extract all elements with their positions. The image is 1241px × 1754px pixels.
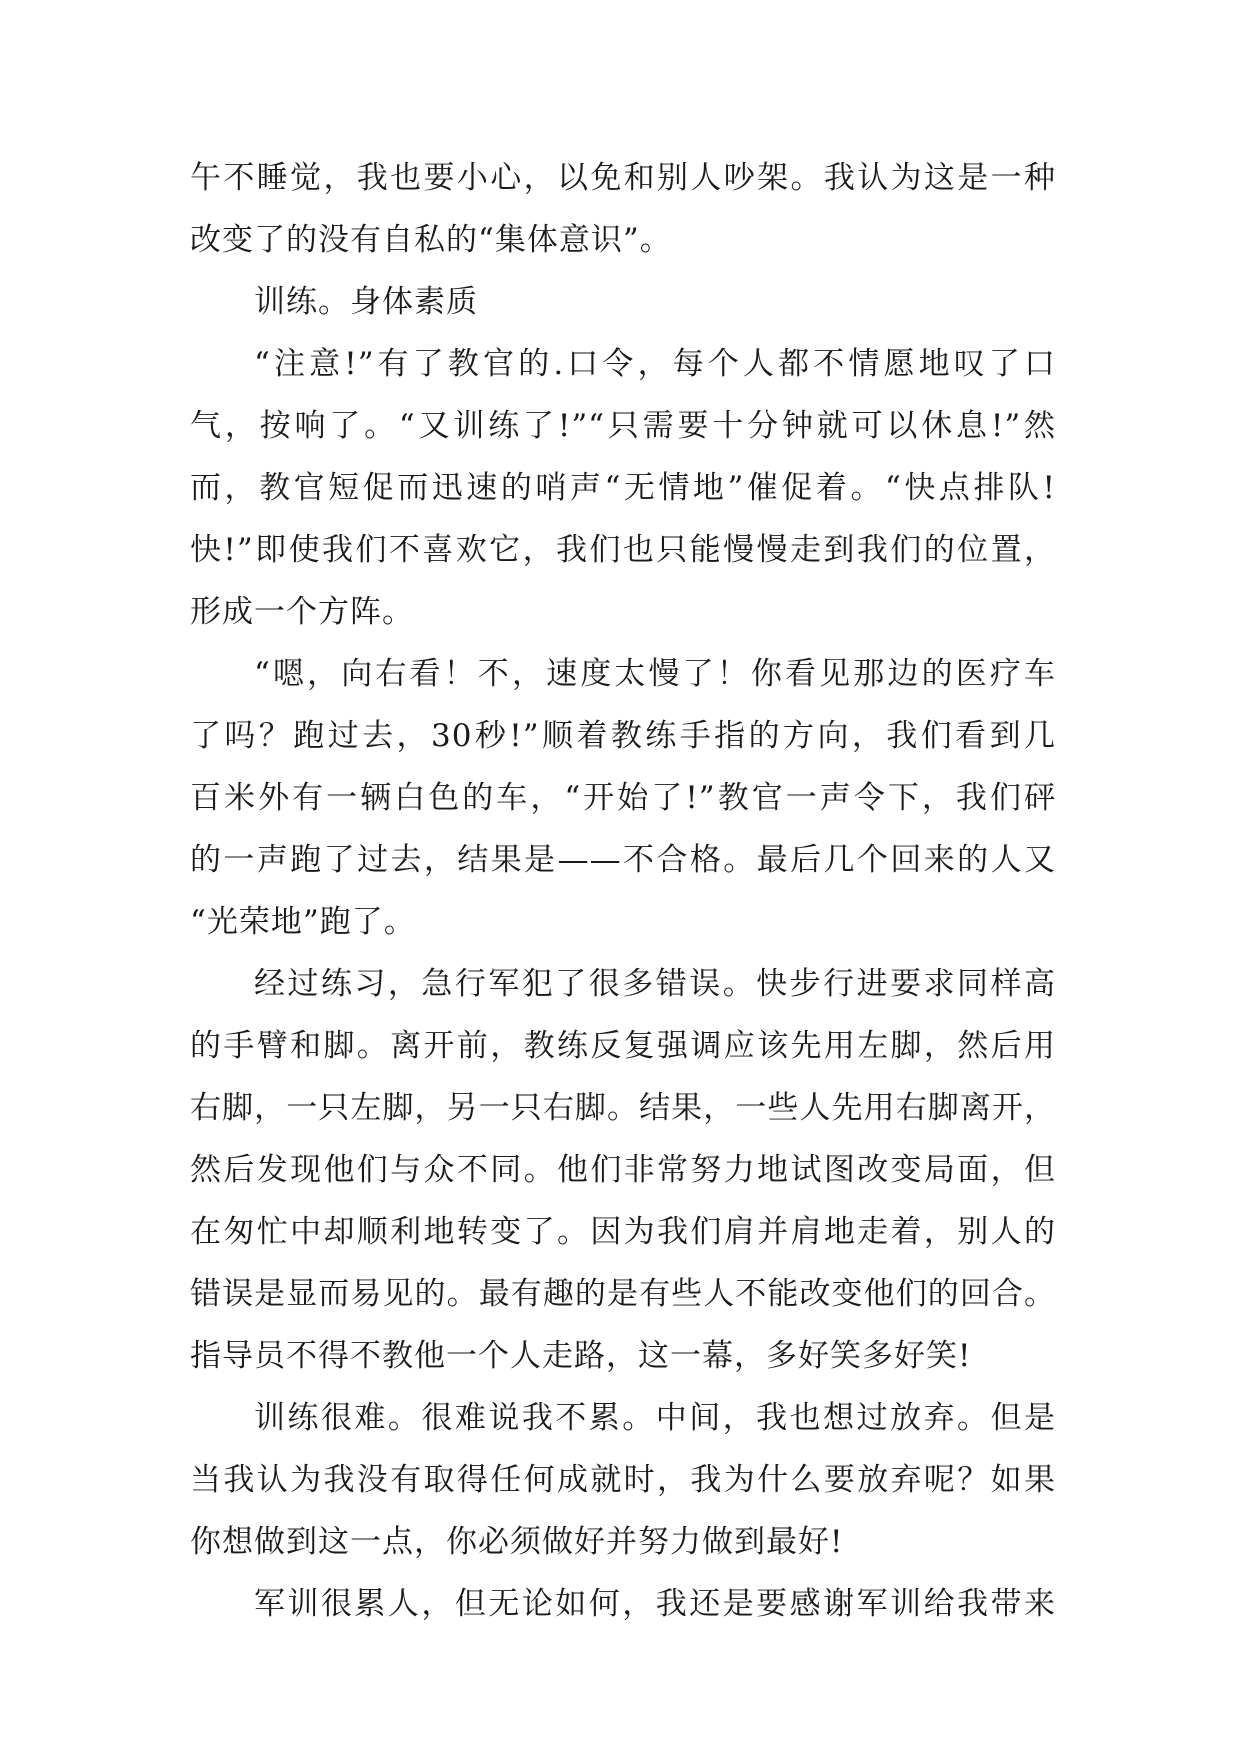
text-line: 在匆忙中却顺利地转变了。因为我们肩并肩地走着，别人的 <box>190 1214 1056 1250</box>
text-line: 你想做到这一点，你必须做好并努力做到最好! <box>190 1524 844 1560</box>
text-line: 右脚，一只左脚，另一只右脚。结果，一些人先用右脚离开， <box>190 1090 1056 1126</box>
text-line: 而，教官短促而迅速的哨声“无情地”催促着。“快点排队! <box>190 470 1056 506</box>
text-line: 然后发现他们与众不同。他们非常努力地试图改变局面，但 <box>190 1152 1056 1188</box>
text-line: “注意!”有了教官的.口令，每个人都不情愿地叹了口 <box>254 346 1056 382</box>
text-line: 了吗？跑过去，30秒!”顺着教练手指的方向，我们看到几 <box>190 718 1056 754</box>
text-line: 军训很累人，但无论如何，我还是要感谢军训给我带来 <box>254 1586 1056 1622</box>
text-line: 的手臂和脚。离开前，教练反复强调应该先用左脚，然后用 <box>190 1028 1056 1064</box>
text-line: 错误是显而易见的。最有趣的是有些人不能改变他们的回合。 <box>190 1276 1056 1312</box>
text-line: 的一声跑了过去，结果是——不合格。最后几个回来的人又 <box>190 842 1056 878</box>
text-line: 百米外有一辆白色的车，“开始了!”教官一声令下，我们砰 <box>190 780 1056 816</box>
text-line: 形成一个方阵。 <box>190 594 414 630</box>
text-line: 训练很难。很难说我不累。中间，我也想过放弃。但是 <box>254 1400 1056 1436</box>
document-body <box>190 158 1056 1646</box>
text-line: 快!”即使我们不喜欢它，我们也只能慢慢走到我们的位置， <box>190 532 1056 568</box>
section-heading: 训练。身体素质 <box>254 284 478 320</box>
text-line: 气，按响了。“又训练了!”“只需要十分钟就可以休息!”然 <box>190 408 1056 444</box>
text-line: 经过练习，急行军犯了很多错误。快步行进要求同样高 <box>254 966 1056 1002</box>
text-line: 午不睡觉，我也要小心，以免和别人吵架。我认为这是一种 <box>190 160 1056 196</box>
text-line: 当我认为我没有取得任何成就时，我为什么要放弃呢？如果 <box>190 1462 1056 1498</box>
text-line: “光荣地”跑了。 <box>190 904 416 940</box>
text-line: 改变了的没有自私的“集体意识”。 <box>190 222 672 258</box>
text-line: 指导员不得不教他一个人走路，这一幕，多好笑多好笑! <box>190 1338 972 1374</box>
text-line: “嗯，向右看！不，速度太慢了！你看见那边的医疗车 <box>254 656 1056 692</box>
